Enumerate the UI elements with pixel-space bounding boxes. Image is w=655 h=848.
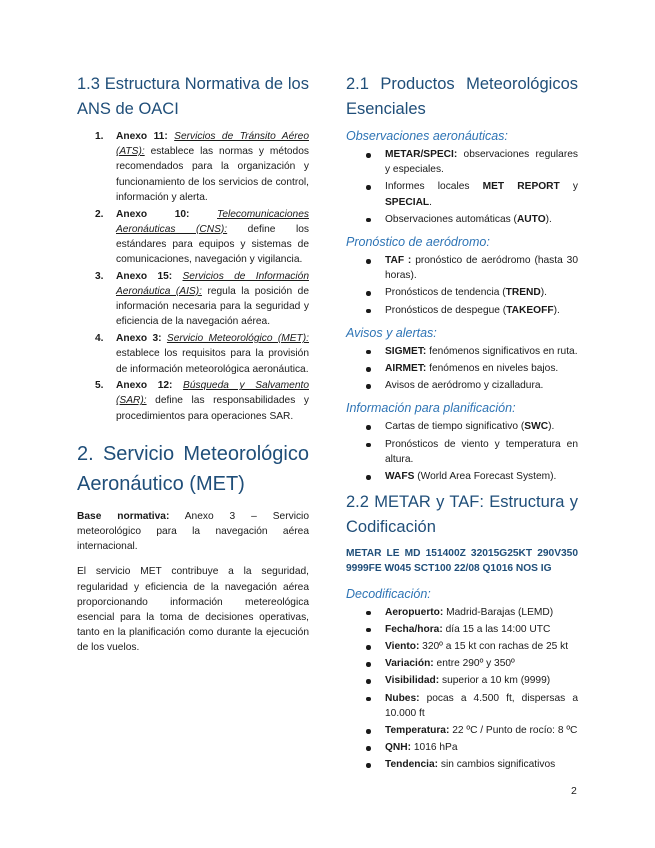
list-item: Pronósticos de tendencia (TREND). [346,285,578,300]
list-item: Temperatura: 22 ºC / Punto de rocío: 8 ºC [346,723,578,738]
avisos-heading: Avisos y alertas: [346,325,437,340]
bullet-icon [366,350,371,355]
pron-list [346,253,578,318]
bullet-icon [366,443,371,448]
bullet-icon [366,679,371,684]
bullet-icon [366,291,371,296]
left-column [77,72,309,656]
list-item: Avisos de aeródromo y cizalladura. [346,378,578,393]
list-item: Informes locales MET REPORT y SPECIAL. [346,179,578,209]
annex-link: Búsqueda y Salvamento (SAR): [116,380,309,407]
decod-heading: Decodificación: [346,586,431,601]
obs-heading: Observaciones aeronáuticas: [346,129,508,143]
list-item: Variación: entre 290º y 350º [346,656,578,671]
list-item: Nubes: pocas a 4.500 ft, dispersas a 10.000 ft [346,691,578,721]
annex-link: Telecomunicaciones Aeronáuticas (CNS): [116,208,309,235]
list-item: SIGMET: fenómenos significativos en ruta. [346,344,578,359]
list-item: Visibilidad: superior a 10 km (9999) [346,673,578,688]
met-paragraph: El servicio MET contribuye a la seguridad, regularidad y eficiencia de la navegación aérea proporcionando información metereológica esencial para la toma de decisiones operativas, tanto en la planificación como durante la ejecución de los vuelos. [77,566,309,654]
right-column [346,72,578,775]
bullet-icon [366,729,371,734]
bullet-icon [366,763,371,768]
bullet-icon [366,309,371,314]
decod-list [346,605,578,773]
list-item: Viento: 320º a 15 kt con rachas de 25 kt [346,639,578,654]
bullet-icon [366,628,371,633]
obs-list [346,147,578,227]
section-2-2-title: 2.2 METAR y TAF: Estructura y Codificación [346,493,578,537]
bullet-icon [366,185,371,190]
plan-list [346,419,578,484]
bullet-icon [366,475,371,480]
annex-list [77,129,309,424]
bullet-icon [366,425,371,430]
list-item: WAFS (World Area Forecast System). [346,469,578,484]
list-item: Fecha/hora: día 15 a las 14:00 UTC [346,622,578,637]
list-item: Cartas de tiempo significativo (SWC). [346,419,578,434]
list-item: Aeropuerto: Madrid-Barajas (LEMD) [346,605,578,620]
annex-item: 1. Anexo 11: Servicios de Tránsito Aéreo (ATS): establece las normas y métodos recomendados para la organización y funcionamiento de los servicios de control, información y alerta. [95,131,309,203]
bullet-icon [366,697,371,702]
annex-link: Servicios de Tránsito Aéreo (ATS): [116,131,309,158]
bullet-icon [366,367,371,372]
section-2-title: 2. Servicio Meteorológico Aeronáutico (MET) [77,442,309,495]
annex-item: 3. Anexo 15: Servicios de Información Aeronáutica (AIS): regula la posición de información necesaria para la seguridad y eficiencia de la navegación aérea. [95,270,309,328]
list-item: QNH: 1016 hPa [346,740,578,755]
bullet-icon [366,746,371,751]
annex-item: 4. Anexo 3: Servicio Meteorológico (MET): establece los requisitos para la provisión de información meteorológica aeronáutica. [95,333,309,375]
annex-link: Servicio Meteorológico (MET): [166,333,309,345]
section-2-1-title: 2.1 Productos Meteorológicos Esenciales [346,75,578,118]
list-item: Pronósticos de despegue (TAKEOFF). [346,303,578,318]
plan-heading: Información para planificación: [346,401,516,416]
annex-item: 5. Anexo 12: Búsqueda y Salvamento (SAR): define las responsabilidades y procedimientos para operaciones SAR. [95,380,309,422]
bullet-icon [366,259,371,264]
list-item: Observaciones automáticas (AUTO). [346,212,578,227]
list-item: AIRMET: fenómenos en niveles bajos. [346,361,578,376]
avisos-list [346,344,578,394]
section-1-3-title: 1.3 Estructura Normativa de los ANS de OACI [77,75,309,118]
bullet-icon [366,384,371,389]
annex-item: 2. Anexo 10: Telecomunicaciones Aeronáuticas (CNS): define los estándares para equipos y sistemas de comunicaciones, navegación y vigilancia. [95,208,309,266]
bullet-icon [366,645,371,650]
list-item: METAR/SPECI: observaciones regulares y especiales. [346,147,578,177]
metar-code: METAR LE MD 151400Z 32015G25KT 290V350 9999FE W045 SCT100 22/08 Q1016 NOS IG [346,548,578,575]
list-item: Tendencia: sin cambios significativos [346,757,578,772]
annex-link: Servicios de Información Aeronáutica (AIS): [116,270,309,298]
list-item: TAF : pronóstico de aeródromo (hasta 30 horas). [346,253,578,283]
bullet-icon [366,218,371,223]
base-normativa: Base normativa: Anexo 3 – Servicio meteorológico para la navegación aérea internacional. [77,510,309,553]
bullet-icon [366,611,371,616]
bullet-icon [366,153,371,158]
page-number: 2 [571,785,577,797]
list-item: Pronósticos de viento y temperatura en altura. [346,437,578,467]
pron-heading: Pronóstico de aeródromo: [346,235,490,250]
bullet-icon [366,662,371,667]
